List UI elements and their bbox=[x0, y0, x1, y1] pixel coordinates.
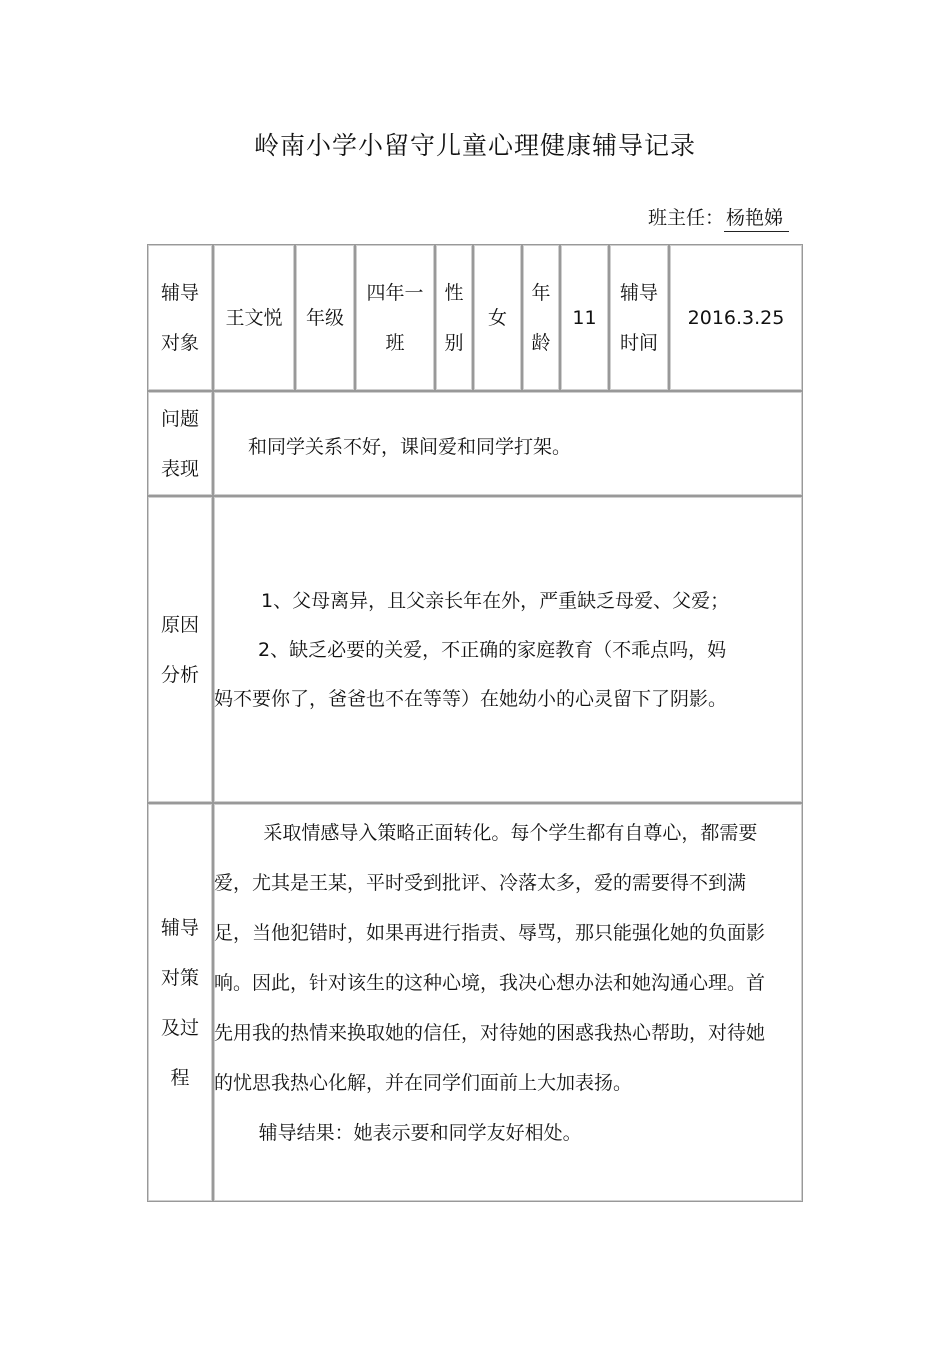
student-name: 王文悦 bbox=[225, 306, 283, 329]
age-label-cell bbox=[522, 244, 560, 391]
measures-label-line2: 对策 bbox=[160, 966, 199, 989]
cause-label-line2: 分析 bbox=[160, 663, 199, 686]
time-label-line1: 辅导 bbox=[619, 281, 658, 304]
cause-line-2: 2、缺乏必要的关爱，不正确的家庭教育（不乖点吗，妈 bbox=[258, 639, 727, 661]
page-title: 岭南小学小留守儿童心理健康辅导记录 bbox=[253, 131, 696, 160]
gender-value: 女 bbox=[487, 306, 507, 329]
student-name-cell bbox=[213, 244, 295, 391]
cause-label-cell bbox=[147, 496, 213, 803]
problem-label-line1: 问题 bbox=[160, 407, 199, 430]
object-label-line1: 辅导 bbox=[160, 281, 199, 304]
grade-value-line1: 四年一 bbox=[366, 281, 424, 304]
cause-line-3: 妈不要你了，爸爸也不在等等）在她幼小的心灵留下了阴影。 bbox=[214, 688, 728, 710]
time-label-line2: 时间 bbox=[619, 331, 658, 354]
teacher-line bbox=[648, 203, 789, 232]
measures-content-cell bbox=[213, 803, 803, 1202]
time-value: 2016.3.25 bbox=[687, 306, 785, 329]
measures-text: 采取情感导入策略正面转化。每个学生都有自尊心，都需要爱，尤其是王某，平时受到批评、冷落太多，爱的需要得不到满足，当他犯错时，如果再进行指责、辱骂，那只能强化她的负面影响。因此，针对该生的这种心境，我决心想办法和她沟通心理。首先用我的热情来换取她的信任，对待她的困惑我热心帮助，对待她的忧思我热心化解，并在同学们面前上大加表扬。 bbox=[214, 822, 766, 1094]
measures-label-cell bbox=[147, 803, 213, 1202]
teacher-name: 杨艳娣 bbox=[724, 203, 789, 232]
cause-label-line1: 原因 bbox=[160, 613, 199, 636]
measures-label-line4: 程 bbox=[170, 1066, 190, 1089]
problem-label-cell bbox=[147, 391, 213, 496]
grade-value-line2: 班 bbox=[385, 331, 405, 354]
cause-content-cell bbox=[213, 496, 803, 803]
age-value-cell bbox=[560, 244, 609, 391]
object-label-line2: 对象 bbox=[160, 331, 199, 354]
measures-label-line3: 及过 bbox=[160, 1016, 199, 1039]
cause-line-1: 1、父母离异，且父亲长年在外，严重缺乏母爱、父爱； bbox=[261, 590, 730, 612]
problem-text: 和同学关系不好，课间爱和同学打架。 bbox=[248, 436, 572, 458]
problem-content-cell bbox=[213, 391, 803, 496]
gender-value-cell bbox=[473, 244, 522, 391]
object-label-cell bbox=[147, 244, 213, 391]
measures-label-line1: 辅导 bbox=[160, 916, 199, 939]
gender-label-line2: 别 bbox=[444, 331, 464, 354]
age-label-line2: 龄 bbox=[531, 331, 551, 354]
time-label-cell bbox=[609, 244, 669, 391]
time-value-cell bbox=[669, 244, 803, 391]
measures-result: 辅导结果：她表示要和同学友好相处。 bbox=[258, 1122, 582, 1144]
record-table bbox=[147, 244, 803, 1202]
gender-label-cell bbox=[435, 244, 473, 391]
problem-label-line2: 表现 bbox=[160, 457, 199, 480]
grade-label-cell bbox=[295, 244, 355, 391]
grade-label: 年级 bbox=[305, 306, 344, 329]
teacher-label: 班主任： bbox=[648, 207, 725, 229]
age-value: 11 bbox=[572, 306, 597, 329]
grade-value-cell bbox=[355, 244, 435, 391]
gender-label-line1: 性 bbox=[444, 281, 464, 304]
age-label-line1: 年 bbox=[531, 281, 551, 304]
